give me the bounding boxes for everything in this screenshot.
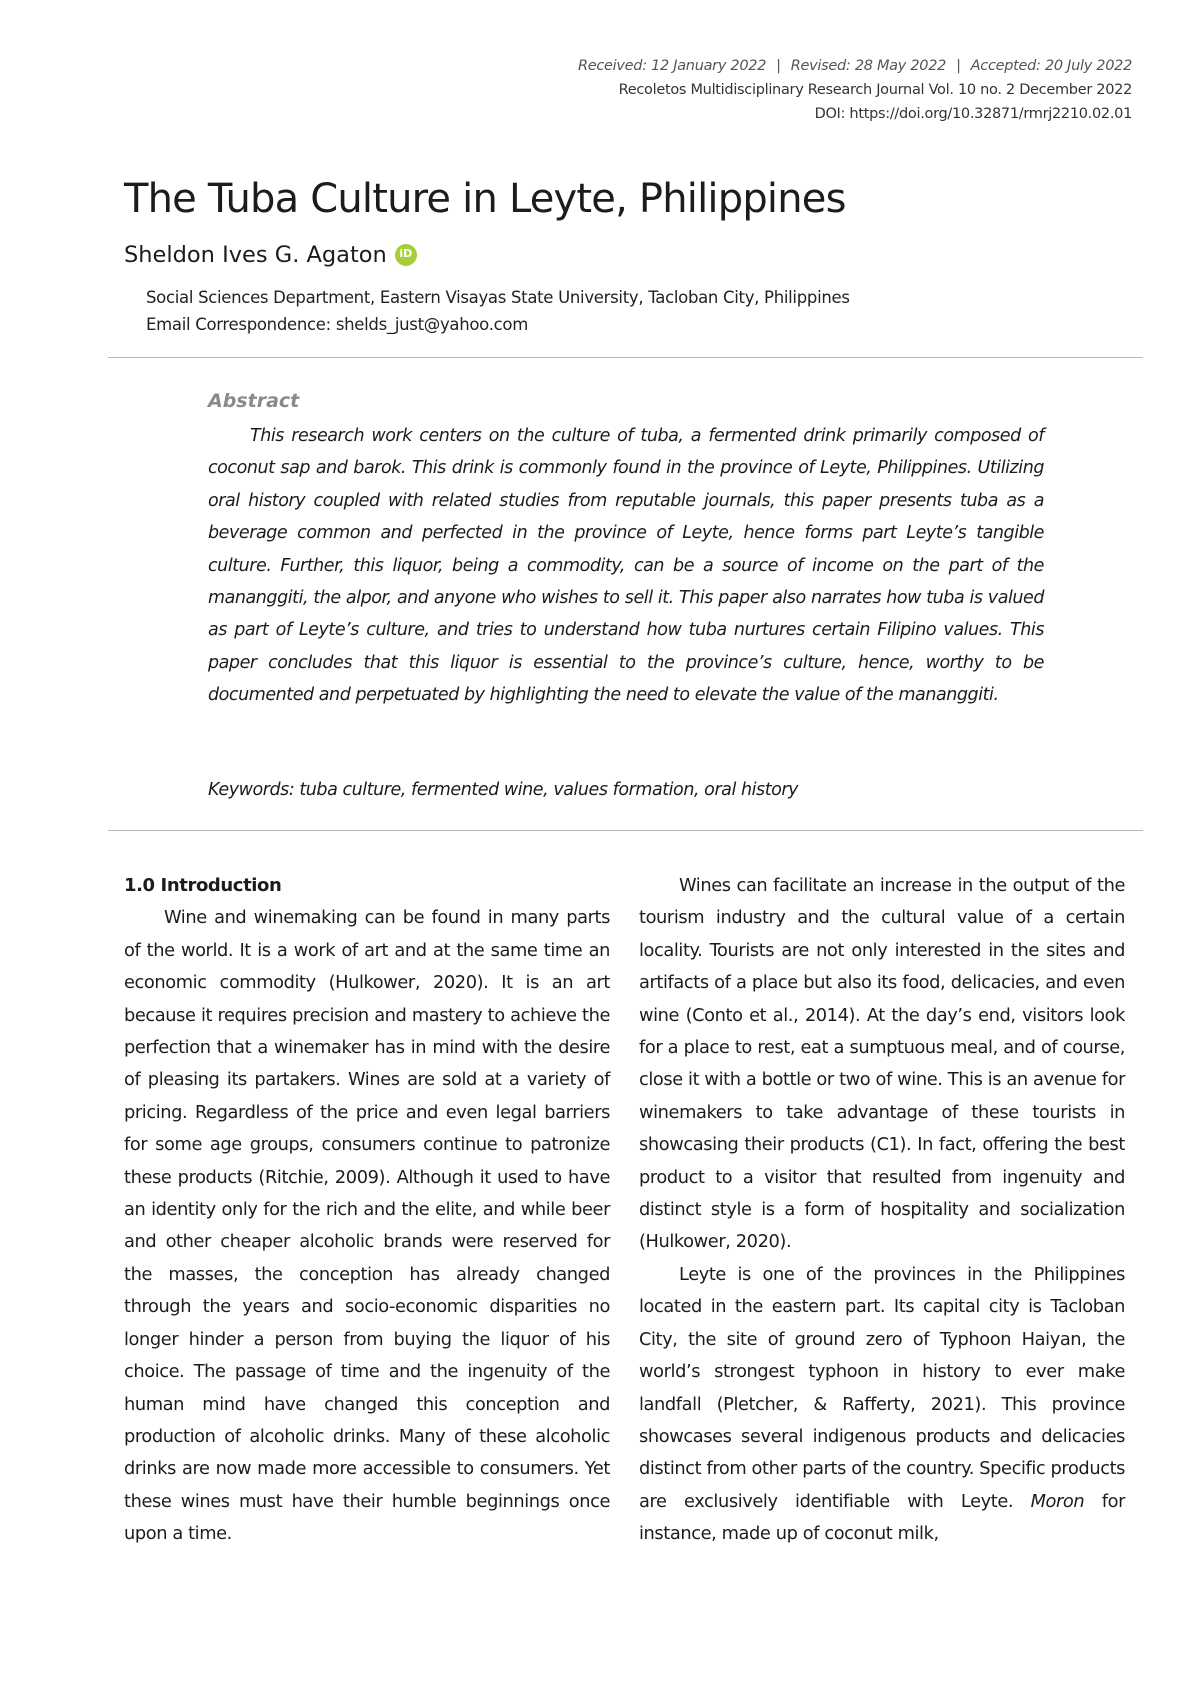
affiliation: Social Sciences Department, Eastern Visayas State University, Tacloban City, Philippines — [146, 288, 850, 307]
paragraph: Wine and winemaking can be found in many parts of the world. It is a work of art and at the same time an economic commodity (Hulkower, 2020). It is an art because it requires precision and mastery to achieve the perfection that a winemaker has in mind with the desire of pleasing its partakers. Wines are sold at a variety of pricing. Regardless of the price and even legal barriers for some age groups, consumers continue to patronize these products (Ritchie, 2009). Although it used to have an identity only for the rich and the elite, and while beer and other cheaper alcoholic brands were reserved for the masses, the conception has already changed through the years and socio-economic disparities no longer hinder a person from buying the liquor of his choice. The passage of time and the ingenuity of the human mind have changed this conception and production of alcoholic drinks. Many of these alcoholic drinks are now made more accessible to consumers. Yet these wines must have their humble beginnings once upon a time. — [124, 907, 610, 1545]
doi-link[interactable]: DOI: https://doi.org/10.32871/rmrj2210.02.01 — [814, 106, 1132, 122]
author-affiliation-block — [146, 284, 850, 338]
publication-metadata — [578, 54, 1132, 126]
publication-dates — [578, 54, 1132, 78]
paragraph-text: Leyte is one of the provinces in the Philippines located in the eastern part. Its capital city is Tacloban City, the site of ground zero of Typhoon Haiyan, the world’s strongest typhoon in history to ever make landfall (Pletcher, & Rafferty, 2021). This province showcases several indigenous products and delicacies distinct from other parts of the country. Specific products are exclusively identifiable with Leyte. — [639, 1263, 1125, 1512]
section-heading: 1.0 Introduction — [124, 875, 282, 896]
author-name: Sheldon Ives G. Agaton — [124, 242, 387, 268]
divider — [108, 357, 1143, 358]
accepted-date: Accepted: 20 July 2022 — [970, 58, 1132, 74]
divider — [108, 830, 1143, 831]
email-correspondence: Email Correspondence: shelds_just@yahoo.com — [146, 315, 528, 334]
paragraph-text: for instance, made up of coconut milk, — [639, 1490, 1125, 1545]
paper-title: The Tuba Culture in Leyte, Philippines — [124, 176, 846, 222]
separator: | — [956, 58, 961, 74]
paragraph — [639, 1259, 1125, 1551]
abstract-text: This research work centers on the culture of tuba, a fermented drink primarily composed of coconut sap and barok. This drink is commonly found in the province of Leyte, Philippines. Utilizing oral history coupled with related studies from reputable journals, this paper presents tuba as a beverage common and perfected in the province of Leyte, hence forms part Leyte’s tangible culture. Further, this liquor, being a commodity, can be a source of income on the part of the mananggiti, the alpor, and anyone who wishes to sell it. This paper also narrates how tuba is valued as part of Leyte’s culture, and tries to understand how tuba nurtures certain Filipino values. This paper concludes that this liquor is essential to the province’s culture, hence, worthy to be documented and perpetuated by highlighting the need to elevate the value of the mananggiti. — [208, 426, 1044, 706]
received-date: Received: 12 January 2022 — [577, 58, 767, 74]
abstract-heading: Abstract — [208, 390, 300, 412]
paragraph: Wines can facilitate an increase in the output of the tourism industry and the cultural value of a certain locality. Tourists are not only interested in the sites and artifacts of a place but also its food, delicacies, and even wine (Conto et al., 2014). At the day’s end, visitors look for a place to rest, eat a sumptuous meal, and of course, close it with a bottle or two of wine. This is an avenue for winemakers to take advantage of these tourists in showcasing their products (C1). In fact, offering the best product to a visitor that resulted from ingenuity and distinct style is a form of hospitality and socialization (Hulkower, 2020). — [639, 875, 1125, 1253]
revised-date: Revised: 28 May 2022 — [790, 58, 947, 74]
journal-citation: Recoletos Multidisciplinary Research Journal Vol. 10 no. 2 December 2022 — [618, 82, 1132, 98]
separator: | — [776, 58, 781, 74]
keywords: Keywords: tuba culture, fermented wine, values formation, oral history — [208, 780, 799, 800]
orcid-icon[interactable] — [395, 244, 417, 266]
body-column-left — [124, 870, 610, 1551]
author-line — [124, 242, 417, 268]
body-column-right — [639, 870, 1125, 1551]
emphasized-term: Moron — [1030, 1490, 1085, 1512]
